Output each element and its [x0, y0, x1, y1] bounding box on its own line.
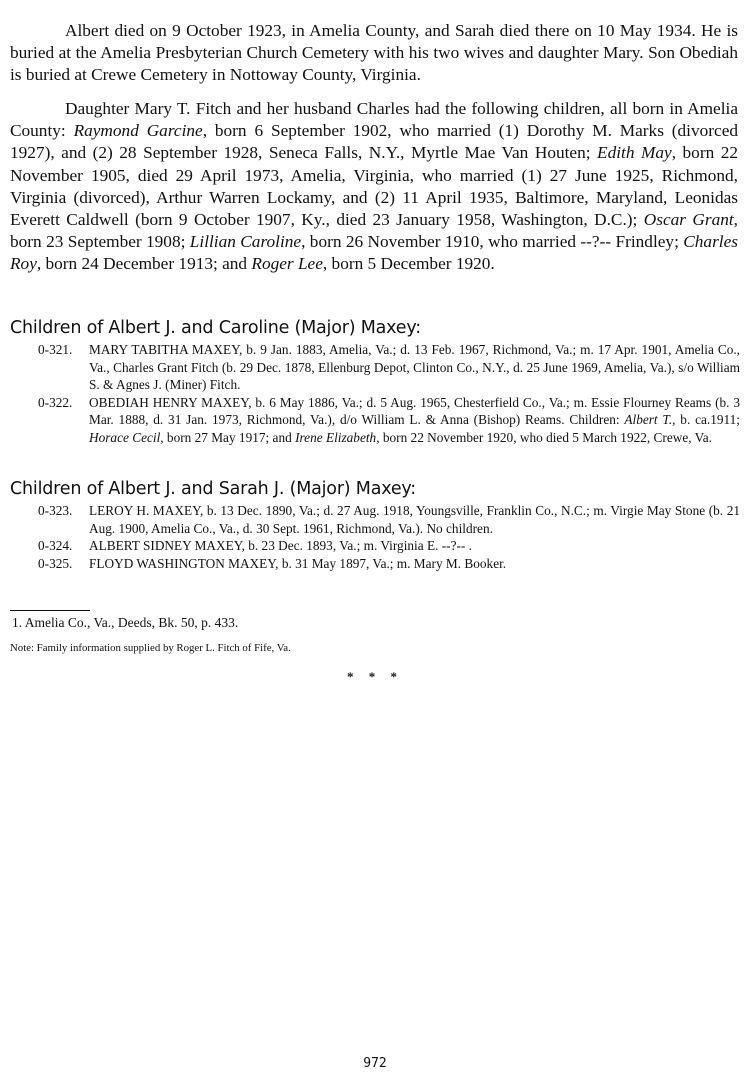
page-number: 972: [363, 1056, 387, 1071]
child-name: Horace Cecil: [89, 429, 161, 445]
child-name: Edith May: [597, 143, 672, 163]
footnote: 1. Amelia Co., Va., Deeds, Bk. 50, p. 433.: [12, 615, 239, 630]
list-item: [38, 394, 740, 447]
child-name: Lillian Caroline: [189, 232, 302, 252]
list-item: [38, 555, 740, 573]
entry-number: 0-322.: [38, 394, 73, 410]
text-run: , b. ca.1911;: [672, 412, 740, 428]
child-name: Raymond Garcine: [73, 121, 203, 141]
entry-text: LEROY H. MAXEY, b. 13 Dec. 1890, Va.; d. 27 Aug. 1918, Youngsville, Franklin Co., N.C.; m. Virgie May Stone (b. 21 Aug. 1900, Amelia Co., Va., d. 30 Sept. 1961, Richmond, Va.). No children.: [89, 503, 740, 536]
text-run: , born 22 November 1905, died 29 April 1973, Amelia, Virginia, who married (1) 27 June 1925, Richmond, Virginia (divorced), Arthur Warren Lockamy, and (2) 11 April 1935, Baltimore, Maryland, Leonidas Everett Caldwell (born 9 October 1907, Ky., died 23 January 1958, Washington, D.C.);: [10, 143, 739, 230]
child-name: Albert T.: [624, 412, 673, 428]
text-run: OBEDIAH HENRY MAXEY, b. 6 May 1886, Va.; d. 5 Aug. 1965, Chesterfield Co., Va.; m. Essie Flourney Reams (b. 3 Mar. 1888, d. 31 Jan. 1973, Richmond, Va.), d/o William L. & Anna (Bishop) Reams. Children:: [89, 394, 740, 428]
entry-text: [89, 394, 740, 447]
text-run: , born 24 December 1913; and: [36, 254, 252, 274]
text-run: , born 22 November 1920, who died 5 March 1922, Crewe, Va.: [376, 429, 713, 445]
text-run: Daughter Mary T. Fitch and her husband Charles had the following children, all born in Amelia County:: [10, 99, 738, 141]
list-item: [38, 502, 740, 537]
entry-number: 0-324.: [38, 538, 73, 554]
text-run: , born 27 May 1917; and: [160, 429, 296, 445]
paragraph-death-burial: Albert died on 9 October 1923, in Amelia County, and Sarah died there on 10 May 1934. He is buried at the Amelia Presbyterian Church Cemetery with his two wives and daughter Mary. Son Obediah is buried at Crewe Cemetery in Nottoway County, Virginia.: [10, 21, 738, 85]
list-item: [38, 341, 740, 394]
text-run: , born 23 September 1908;: [10, 210, 738, 252]
child-name: Oscar Grant: [643, 210, 734, 230]
text-run: , born 26 November 1910, who married --?-- Frindley;: [301, 232, 684, 252]
footnote-rule: [10, 610, 90, 611]
entry-text: MARY TABITHA MAXEY, b. 9 Jan. 1883, Amelia, Va.; d. 13 Feb. 1967, Richmond, Va.; m. 17 Apr. 1901, Amelia Co., Va., Charles Grant Fitch (b. 29 Dec. 1878, Ellenburg Depot, Clinton Co., N.Y., d. 25 June 1969, Amelia, Va.), s/o William S. & Agnes J. (Miner) Fitch.: [89, 342, 740, 393]
text-run: , born 6 September 1902, who married (1) Dorothy M. Marks (divorced 1927), and (2) 28 September 1928, Seneca Falls, N.Y., Myrtle Mae Van Houten;: [10, 121, 739, 163]
child-name: Charles Roy: [10, 232, 738, 274]
entries-sarah: [38, 502, 740, 572]
entry-text: FLOYD WASHINGTON MAXEY, b. 31 May 1897, Va.; m. Mary M. Booker.: [89, 555, 507, 571]
entry-text: ALBERT SIDNEY MAXEY, b. 23 Dec. 1893, Va.; m. Virginia E. --?-- .: [89, 538, 472, 554]
list-item: [38, 537, 740, 555]
entry-number: 0-321.: [38, 342, 73, 357]
section-heading-sarah: Children of Albert J. and Sarah J. (Major) Maxey:: [10, 479, 416, 499]
entry-number: 0-325.: [38, 555, 73, 571]
child-name: Irene Elizabeth: [295, 429, 377, 445]
entry-number: 0-323.: [38, 503, 73, 518]
section-separator: * * *: [347, 669, 403, 684]
section-heading-caroline: Children of Albert J. and Caroline (Major) Maxey:: [10, 318, 421, 338]
entries-caroline: [38, 341, 740, 447]
paragraph-fitch-children: [10, 98, 738, 276]
child-name: Roger Lee: [251, 254, 323, 274]
family-note: Note: Family information supplied by Roger L. Fitch of Fife, Va.: [10, 642, 291, 654]
text-run: , born 5 December 1920.: [322, 254, 495, 274]
